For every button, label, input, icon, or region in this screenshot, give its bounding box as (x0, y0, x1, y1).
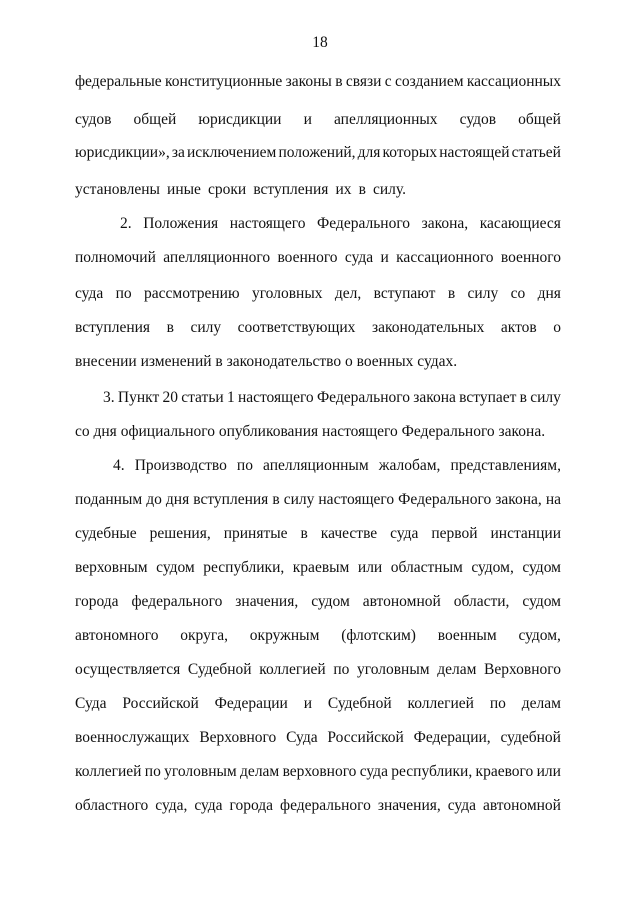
word: силу. (372, 181, 406, 198)
word: решения, (149, 525, 211, 542)
word: Российской (327, 729, 404, 746)
word: или (357, 559, 383, 576)
word: военнослужащих (75, 729, 190, 746)
word: для (357, 144, 381, 161)
word: верховным (75, 559, 148, 576)
word: юрисдикции (198, 111, 282, 128)
word: 2. (120, 215, 132, 232)
word: вступления (75, 319, 151, 336)
text-line (75, 143, 561, 163)
word: жалобам, (378, 457, 441, 474)
word: исключением (186, 144, 277, 161)
word: коллегией (407, 695, 474, 712)
word: законодательных (371, 319, 485, 336)
word: 4. (113, 457, 125, 474)
word: вступления (193, 491, 269, 508)
word: по (144, 763, 161, 780)
word: рассмотрению (144, 285, 240, 302)
text-line (75, 490, 561, 510)
word: полномочий (75, 249, 156, 266)
word: окружным (249, 627, 320, 644)
word: закона, (495, 491, 542, 508)
word: апелляционных (334, 111, 438, 128)
word: Верховного (484, 661, 561, 678)
text-line-content: внесении изменений в законодательство о военных судах. (75, 353, 458, 370)
word: Российской (122, 695, 199, 712)
word: судебные (75, 525, 137, 542)
word: в (335, 73, 343, 90)
word: сроки (208, 181, 247, 198)
word: дня (537, 285, 561, 302)
word: вступает (459, 389, 517, 406)
word: судом (156, 559, 195, 576)
word: автономной (482, 797, 561, 814)
word: актов (500, 319, 537, 336)
word: апелляционного (163, 249, 271, 266)
word: Суда (75, 695, 107, 712)
word: статьей (511, 144, 561, 161)
word: со (510, 285, 526, 302)
word: коллегией (259, 661, 326, 678)
text-line (75, 660, 561, 680)
word: в (272, 491, 280, 508)
word: города (229, 797, 274, 814)
word: иные (167, 181, 201, 198)
word: Пункт (117, 389, 160, 406)
word: города (75, 593, 119, 610)
text-line (75, 284, 561, 304)
text-line (75, 318, 561, 338)
word: силу (467, 285, 499, 302)
word: по (333, 661, 350, 678)
word: федерального (280, 797, 371, 814)
word: первой (431, 525, 478, 542)
word: статьи (181, 389, 224, 406)
word: военного (277, 249, 338, 266)
text-line (113, 456, 561, 476)
text-line (75, 110, 561, 130)
word: принятые (223, 525, 288, 542)
text-line (75, 796, 561, 816)
word: значения, (377, 797, 441, 814)
word: в (358, 181, 366, 198)
word: краевого (475, 763, 534, 780)
word: делам (521, 695, 561, 712)
word: автономного (75, 627, 159, 644)
word: юрисдикции», (75, 144, 170, 161)
word: военного (500, 249, 561, 266)
word: за (171, 144, 185, 161)
word: осуществляется (75, 661, 181, 678)
word: настоящего (318, 491, 395, 508)
word: области, (453, 593, 510, 610)
word: областным (390, 559, 463, 576)
text-line (75, 592, 561, 612)
word: настоящего (237, 389, 314, 406)
word: до (146, 491, 162, 508)
word: коллегией (75, 763, 142, 780)
word: кассационных (466, 73, 561, 90)
text-line-content: со дня официального опубликования настоящего Федерального закона. (75, 423, 546, 440)
word: суда (390, 525, 419, 542)
word: силу (190, 319, 222, 336)
word: республики, (203, 559, 285, 576)
word: и (380, 249, 389, 266)
word: настоящей (439, 144, 510, 161)
word: судебной (500, 729, 561, 746)
word: по (489, 695, 506, 712)
word: конституционные (165, 73, 283, 90)
word: в (519, 389, 527, 406)
word: Суда (286, 729, 318, 746)
word: апелляционным (263, 457, 369, 474)
word: 20 (162, 389, 178, 406)
word: военным (437, 627, 497, 644)
word: по (236, 457, 253, 474)
text-line (75, 762, 561, 782)
word: Судебной (327, 695, 392, 712)
word: уголовным (356, 661, 430, 678)
word: соответствующих (237, 319, 356, 336)
word: силу (530, 389, 561, 406)
word: вступают (373, 285, 436, 302)
word: судом (522, 593, 561, 610)
word: суда (359, 763, 388, 780)
word: судом, (471, 559, 514, 576)
word: делам (240, 763, 280, 780)
word: суда (447, 797, 476, 814)
word: дня (165, 491, 190, 508)
word: связи (345, 73, 382, 90)
word: уголовным (164, 763, 237, 780)
word: Производство (134, 457, 227, 474)
text-line (75, 728, 561, 748)
word: федеральные (75, 73, 162, 90)
text-line (75, 352, 561, 372)
word: силу (283, 491, 315, 508)
word: областного (75, 797, 149, 814)
text-line (120, 214, 561, 234)
word: делам (437, 661, 477, 678)
word: Судебной (187, 661, 252, 678)
word: установлены (75, 181, 160, 198)
word: касающиеся (479, 215, 561, 232)
word: поданным (75, 491, 143, 508)
text-line (75, 558, 561, 578)
word: (флотским) (341, 627, 416, 644)
word: краевым (292, 559, 350, 576)
word: значения, (235, 593, 299, 610)
word: в (447, 285, 456, 302)
word: в (300, 525, 308, 542)
word: дел, (334, 285, 362, 302)
word: суда (75, 285, 104, 302)
word: созданием (394, 73, 464, 90)
text-line (75, 626, 561, 646)
word: суда (344, 249, 374, 266)
text-line (75, 248, 561, 268)
word: Федерации, (413, 729, 491, 746)
word: представлениям, (450, 457, 561, 474)
word: Федерального (398, 491, 492, 508)
word: республики, (391, 763, 473, 780)
text-line (75, 72, 561, 92)
word: общей (133, 111, 177, 128)
text-line (103, 388, 561, 408)
word: или (536, 763, 561, 780)
word: Положения (143, 215, 219, 232)
word: Федерального (316, 389, 410, 406)
word: судом, (518, 627, 561, 644)
word: судом (311, 593, 350, 610)
word: Верховного (199, 729, 277, 746)
word: округа, (180, 627, 228, 644)
word: их (335, 181, 352, 198)
word: федерального (131, 593, 223, 610)
word: которых (382, 144, 438, 161)
text-line (75, 180, 406, 200)
word: закона (413, 389, 456, 406)
word: суда, (155, 797, 188, 814)
word: судов (459, 111, 497, 128)
word: судов (75, 111, 112, 128)
page-number: 18 (312, 34, 328, 51)
word: верховного (282, 763, 357, 780)
word: и (303, 695, 313, 712)
text-line (75, 422, 561, 442)
word: качестве (320, 525, 378, 542)
word: с (384, 73, 392, 90)
word: и (303, 111, 312, 128)
word: инстанции (490, 525, 561, 542)
word: 3. (103, 389, 115, 406)
word: судом (522, 559, 561, 576)
word: вступления (253, 181, 329, 198)
word: автономной (362, 593, 441, 610)
word: по (115, 285, 132, 302)
text-line (75, 524, 561, 544)
word: суда (194, 797, 223, 814)
word: Федерации (214, 695, 288, 712)
word: о (553, 319, 561, 336)
word: на (545, 491, 561, 508)
word: кассационного (396, 249, 494, 266)
word: уголовных (251, 285, 323, 302)
text-line (75, 694, 561, 714)
word: общей (518, 111, 561, 128)
word: в (166, 319, 174, 336)
word: настоящего (229, 215, 306, 232)
word: 1 (226, 389, 235, 406)
word: положений, (278, 144, 356, 161)
word: законы (285, 73, 332, 90)
word: закона, (421, 215, 469, 232)
word: Федерального (317, 215, 411, 232)
